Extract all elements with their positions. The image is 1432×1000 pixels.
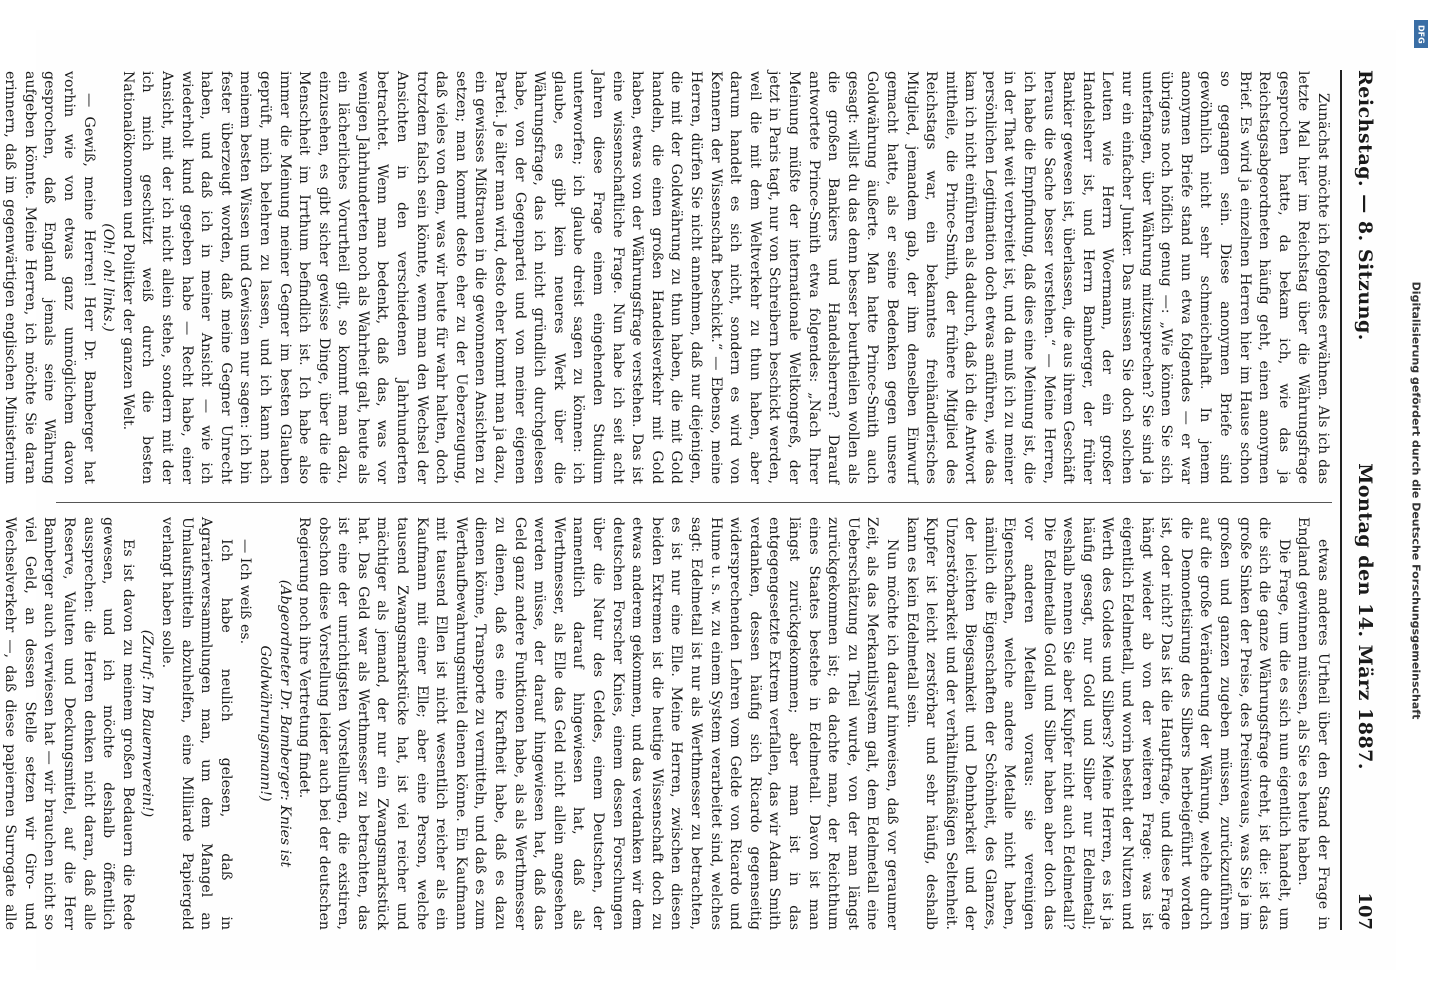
interjection: (Abgeordneter Dr. Bamberger: Knies ist Goldwährungsmann!) bbox=[256, 579, 293, 868]
text-columns bbox=[2, 70, 1332, 930]
header-session: Reichstag. — 8. Sitzung. bbox=[1354, 70, 1376, 341]
paragraph: etwas anderes Urtheil über den Stand der Frage in England gewinnen müssen, als Sie es heute haben. bbox=[1295, 517, 1331, 930]
dfg-logo: DFG bbox=[1414, 20, 1428, 48]
page-header bbox=[1340, 70, 1376, 930]
paragraph: Ich habe neulich gelesen, daß in Agrarierversammlungen man, um dem Mangel an Umlaufsmitteln abzuhelfen, eine Milliarde Papiergeld verlangt haben solle. bbox=[158, 517, 234, 930]
digitization-credit bbox=[1406, 0, 1426, 1000]
paragraph: — Ich weiß es. bbox=[237, 539, 254, 645]
paragraph: Nun möchte ich darauf hinweisen, daß vor geraumer Zeit, als das Merkantilsystem galt, dem Edelmetall eine Ueberschätzung zu Theil wurde, von der man längst zurückgekommen ist; da dachte man, der Reichthum eines Staates bestehe in Edelmetall. Davon ist man längst zurückgekommen; aber man ist in das entgegengesetzte Extrem verfallen, das wir Adam Smith verdanken, dessen häufig sich Ricardo gegenseitig widersprechenden Lehren vom Gelde von Ricardo und Hume u. s. w. zu einem System verarbeitet sind, welches sagt: Edelmetall ist nur als Werthmesser zu betrachten, es ist nur eine Elle. Meine Herren, zwischen diesen beiden Extremen ist die heutige Wissenschaft doch zu etwas anderem gekommen, und das verdanken wir dem deutschen Forscher Knies, einem dessen Forschungen über die Natur des Geldes, einem Deutschen, der namentlich darauf hingewiesen hat, daß als Werthmesser, als Elle das Geld nicht allein angesehen werden müsse, der darauf hingewiesen hat, daß das Geld ganz andere Funktionen habe, als als Werthmesser zu dienen, daß es eine Kraftheit habe, daß es dazu dienen könne, Transporte zu vermitteln, und daß es zum Werthaufbewahrungsmittel dienen könne. Ein Kaufmann mit tausend Ellen ist nicht wesentlich reicher als ein Kaufmann mit einer Elle; aber eine Person, welche tausend Zwangsmarkstücke hat, ist viel reicher und mächtiger als jemand, der nur ein Zwangsmarkstück hat. Das Geld war als Werthmesser zu betrachten, das ist eine der unrichtigsten Vorstellungen, die existiren, obschon diese Vorstellung leider auch bei der deutschen Regierung noch ihre Vertretung findet. bbox=[296, 517, 900, 930]
paragraph: — Gewiß, meine Herren! Herr Dr. Bamberger hat vorhin wie von etwas ganz unmöglichem davon gesprochen, daß England jemals seine Währung aufgeben könnte. Meine Herren, ich möchte Sie daran erinnern, daß im gegenwärtigen englischen Ministerium bbox=[2, 71, 97, 484]
page-number: 107 bbox=[1354, 892, 1375, 930]
interjection: (Zuruf: Im Bauernverein!) bbox=[139, 629, 156, 818]
newspaper-page bbox=[2, 30, 1396, 970]
paragraph: Zunächst möchte ich folgendes erwähnen. Als ich das letzte Mal hier im Reichstag über die Währungsfrage gesprochen hatte, da bekam ich, wie das ja Reichstagsabgeordneten häufig geht, einen anonymen Brief. Es wird ja einzelnen Herren hier im Hause schon so gegangen sein. Diese anonymen Briefe sind gewöhnlich nicht sehr schmeichelhaft. In jenem anonymen Briefe stand nun etwa folgendes — er war übrigens noch höflich genug —: „Wie können Sie sich unterfangen, über Währung mitzusprechen? Sie sind ja nur ein einfacher Junker. Das müssen Sie doch solchen Leuten wie Herrn Woermann, der ein großer Handelsherr ist, und Herrn Bamberger, der früher Bankier gewesen ist, überlassen, die aus ihrem Geschäft heraus die Sache besser verstehen.“ — Meine Herren, ich habe die Empfindung, daß dies eine Meinung ist, die in der That weit verbreitet ist, und da muß ich zu meiner persönlichen Legitimation doch etwas anführen, wie das kam ich nicht einführen als dadurch, daß ich die Antwort mittheile, die Prince-Smith, der frühere Mitglied des Reichstags war, ein bekanntes freihändlerisches Mitglied, jemandem gab, der ihm denselben Einwurf gemacht hatte, als er seine Bedenken gegen unsere Goldwährung äußerte. Man hatte Prince-Smith auch gesagt: willst du das denn besser beurtheilen wollen als die großen Bankiers und Handelsherren? Darauf antwortete Prince-Smith etwa folgendes: „Nach Ihrer Meinung müßte der internationale Weltkongreß, der jetzt in Paris tagt, nur von Schreibern beschickt werden, weil die mit dem Weltverkehr zu thun haben, aber darum handelt es sich nicht, sondern es wird von Kennern der Wissenschaft beschickt.“ — Ebenso, meine Herren, dürfen Sie nicht annehmen, daß nur diejenigen, die mit der Goldwährung zu thun haben, die mit Gold handeln, die einen großen Handelsverkehr mit Gold haben, etwas von der Währungsfrage verstehen. Das ist eine wissenschaftliche Frage. Nun habe ich seit acht Jahren diese Frage einem eingehenden Studium unterworfen; ich glaube dreist sagen zu können: ich glaube, es gibt kein neueres Werk über die Währungsfrage, das ich nicht gründlich durchgelesen habe, von der Gegenpartei und von meiner eigenen Partei. Je älter man wird, desto eher kommt man ja dazu, ein gewisses Mißtrauen in die gewonnenen Ansichten zu setzen; man kommt desto eher zu der Ueberzeugung, daß vieles von dem, was wir heute für wahr halten, doch trotzdem falsch sein könnte, wenn man den Wechsel der Ansichten in den verschiedenen Jahrhunderten betrachtet. Wenn man bedenkt, daß das, was vor wenigen Jahrhunderten noch als Wahrheit galt, heute als ein lächerliches Vorurtheil gilt, so kommt man dazu, einzusehen, es gibt sicher gewisse Dinge, über die die Menschheit im Irrthum befindlich ist. Ich habe also immer die Meinung meiner Gegner im besten Glauben geprüft, mich belehren zu lassen, und ich kann nach meinem besten Wissen und Gewissen nur sagen: ich bin fester überzeugt worden, daß meine Gegner Unrecht haben, und daß ich in meiner Ansicht — wie ich wiederholt kund gegeben habe — Recht habe, einer Ansicht, mit der ich nicht allein stehe, sondern mit der ich mich geschützt weiß durch die besten Nationalökonomen und Politiker der ganzen Welt. bbox=[119, 71, 1331, 484]
column-right bbox=[2, 502, 1332, 930]
column-left bbox=[2, 70, 1332, 484]
interjection: (Oh! oh! links.) bbox=[100, 223, 117, 332]
paragraph: Es ist davon zu meinem großen Bedauern die Rede gewesen, und ich möchte deshalb öffentlich aussprechen: die Herren denken nicht daran, daß alle Reserve, Valuten und Deckungsmittel, auf die Herr Bamberger auch verwiesen hat — wir brauchen nicht so viel Geld, an dessen Stelle setzen wir Giro- und Wechselverkehr —, daß diese papiernen Surrogate alle bbox=[2, 517, 136, 930]
paragraph: Die Frage, um die es sich nun eigentlich handelt, um die sich die ganze Währungsfrage dreht, ist die: ist das große Sinken der Preise, des Preisniveaus, was Sie ja im großen und ganzen zugeben müssen, zurückzuführen auf die große Veränderung der Währung, welche durch die Demonetisirung des Silbers herbeigeführt worden ist, oder nicht? Das ist die Hauptfrage, und diese Frage hängt wieder ab von der weiteren Frage: was ist eigentlich Edelmetall, und worin besteht der Nutzen und Werth des Goldes und Silbers? Meine Herren, es ist ja häufig gesagt, nur Gold und Silber nur Edelmetall; weshalb nennen Sie aber Kupfer nicht auch Edelmetall? Die Edelmetalle Gold und Silber haben aber doch das vor anderen Metallen voraus: sie vereinigen Eigenschaften, welche andere Metalle nicht haben, nämlich die Eigenschaften der Schönheit, des Glanzes, der leichten Biegsamkeit und Dehnbarkeit und der Unzerstörbarkeit und der verhältnißmäßigen Seltenheit. Kupfer ist leicht zerstörbar und sehr häufig, deshalb kann es kein Edelmetall sein. bbox=[903, 517, 1292, 930]
header-date: Montag den 14. März 1887. bbox=[1354, 463, 1376, 771]
digitization-credit-text: Digitalisierung gefördert durch die Deutsche Forschungsgemeinschaft bbox=[1409, 281, 1423, 719]
